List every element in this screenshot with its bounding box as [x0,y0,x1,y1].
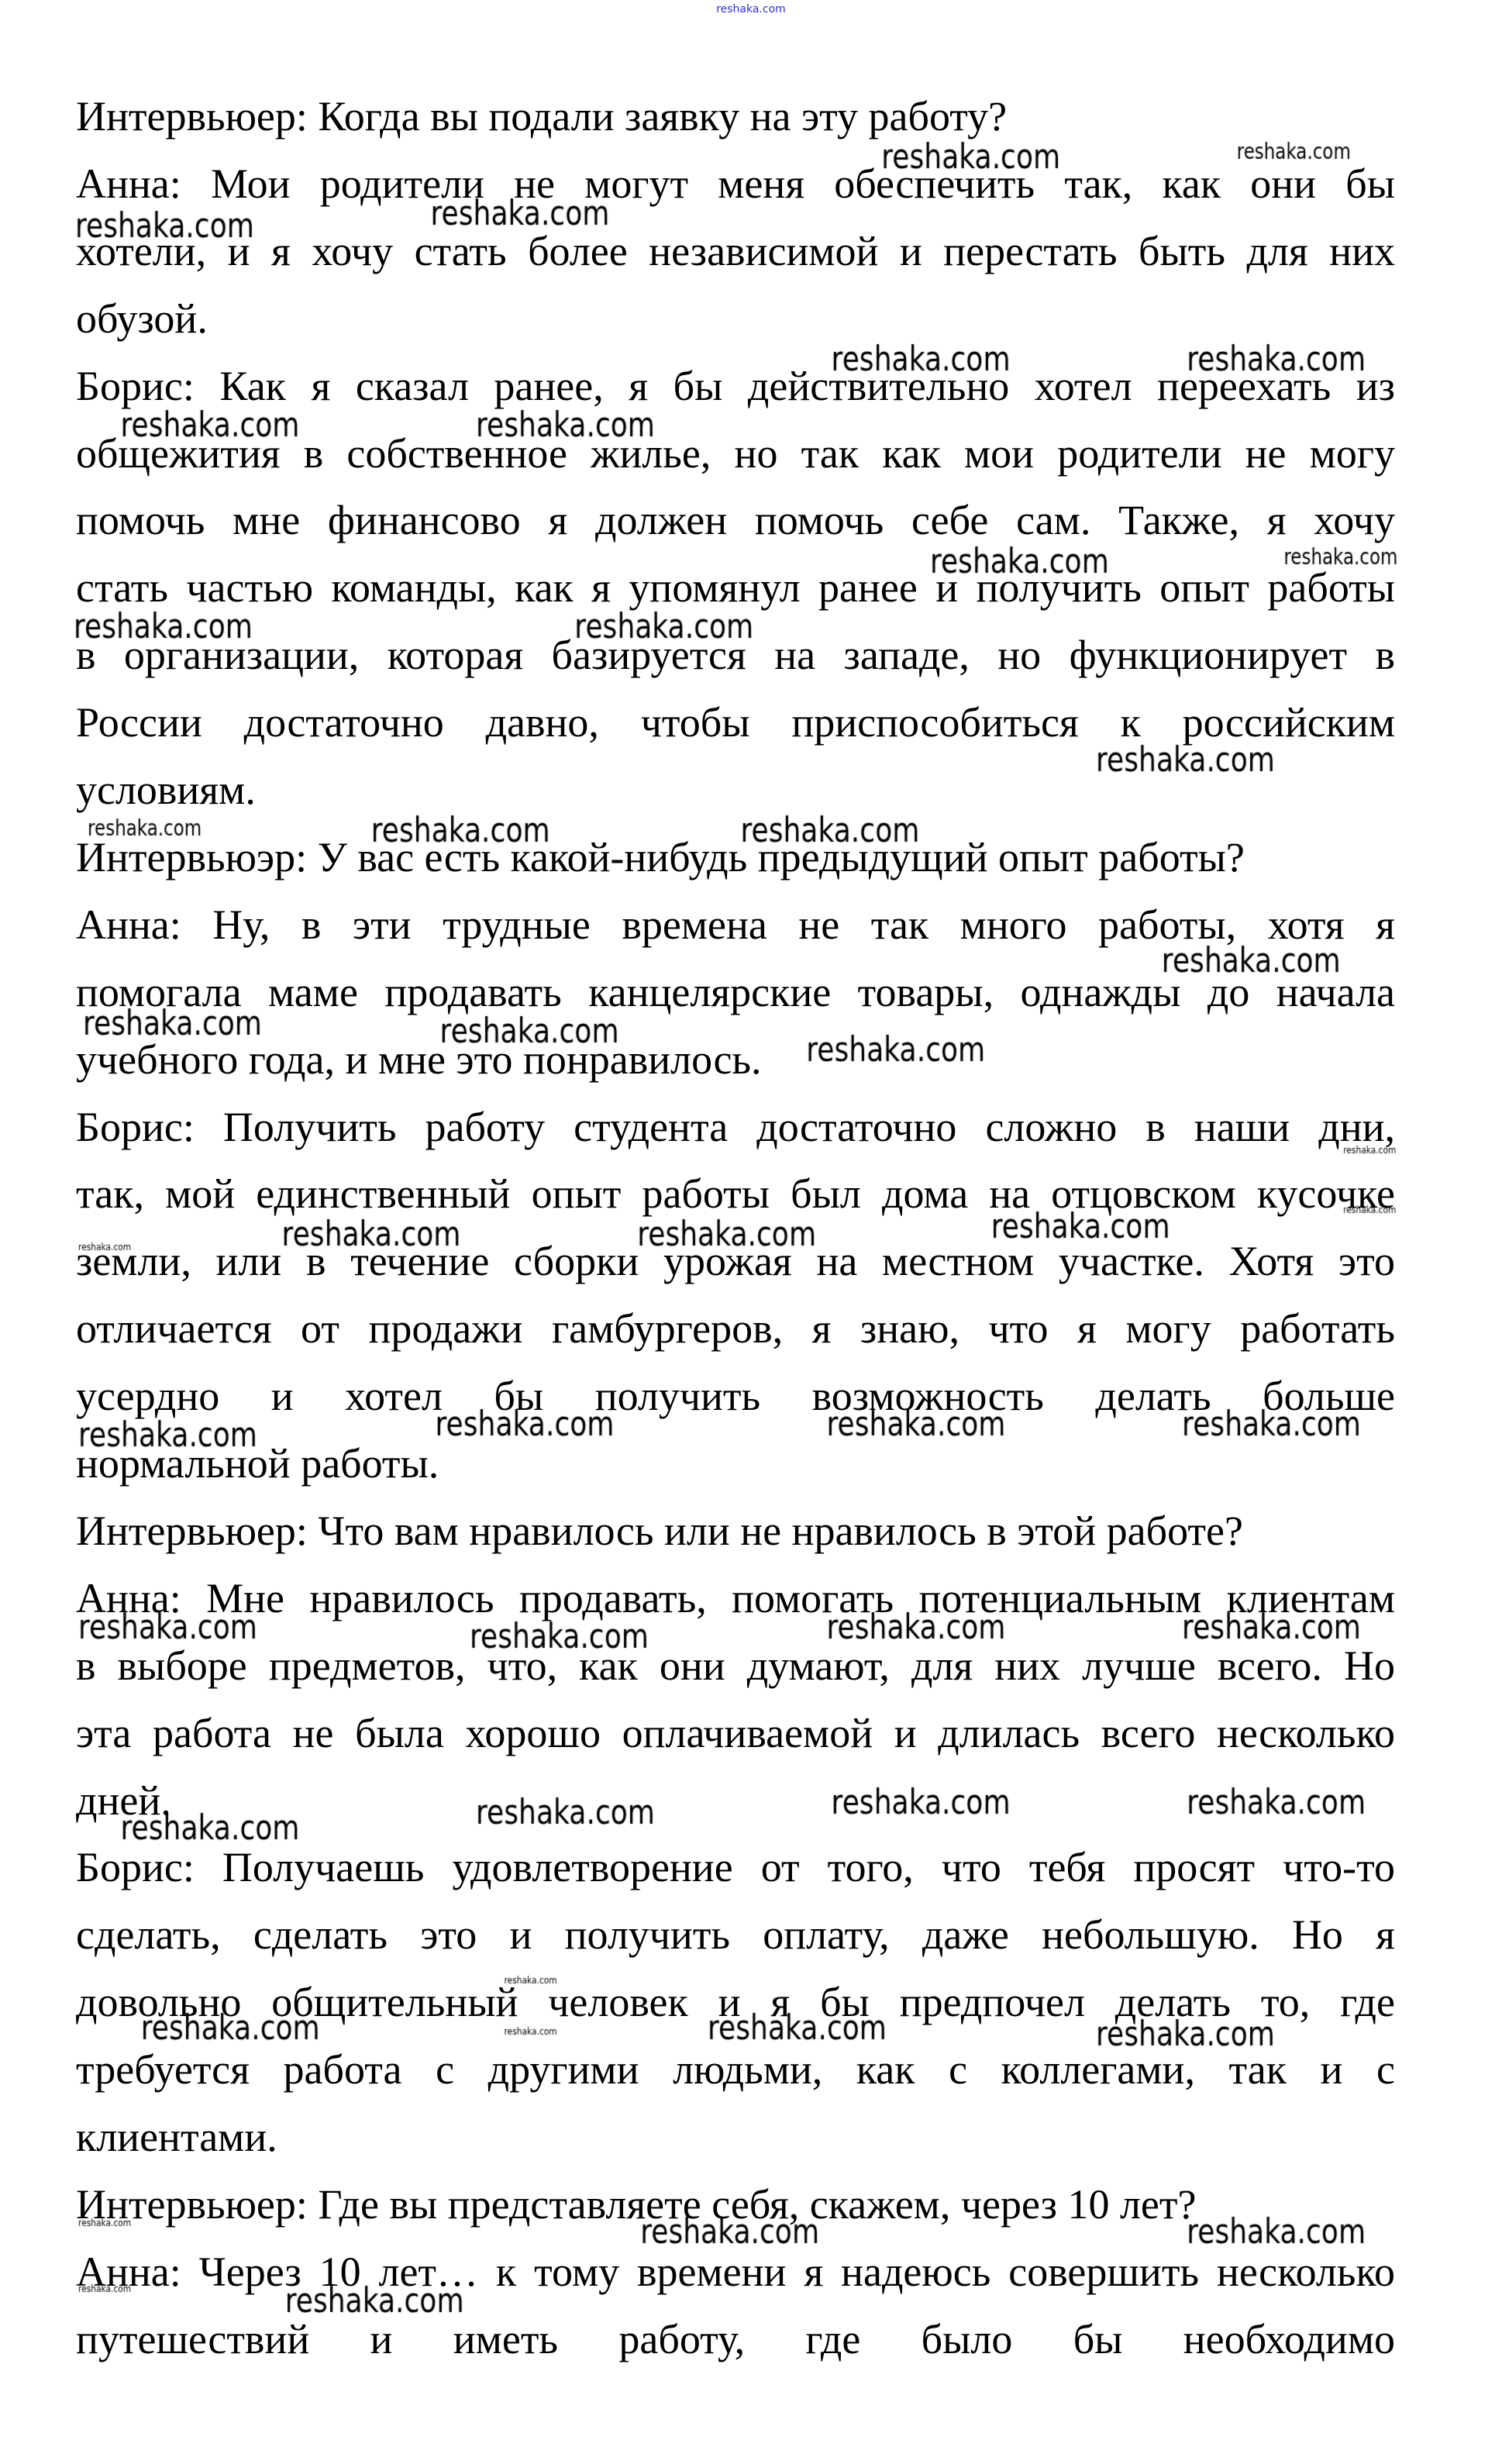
text-line: эта работа не была хорошо оплачиваемой и длилась всего несколько [76,1709,1395,1756]
text-line: помочь мне финансово я должен помочь себе сам. Также, я хочу [76,497,1395,544]
text-line: требуется работа с другими людьми, как с коллегами, так и с [76,2046,1395,2094]
text-line: помогала маме продавать канцелярские товары, однажды до начала [76,968,1395,1015]
text-line: усердно и хотел бы получить возможность делать больше [76,1373,1395,1420]
text-line: клиентами. [76,2114,277,2160]
text-line: учебного года, и мне это понравилось. [76,1036,762,1083]
text-line: сделать, сделать это и получить оплату, даже небольшую. Но я [76,1911,1395,1959]
header-watermark: reshaka.com [716,3,786,16]
text-line: общежития в собственное жилье, но так как мои родители не могу [76,429,1395,477]
text-line: России достаточно давно, чтобы приспособиться к российским [76,699,1395,746]
text-line: земли, или в течение сборки урожая на местном участке. Хотя это [76,1238,1395,1285]
text-line: так, мой единственный опыт работы был дома на отцовском кусочке [76,1170,1395,1218]
text-line: нормальной работы. [76,1440,439,1487]
text-line: довольно общительный человек и я бы предпочел делать то, где [76,1979,1395,2026]
text-line: Интервьюер: Когда вы подали заявку на эту работу? [76,93,1008,140]
text-line: Анна: Мои родители не могут меня обеспечить так, как они бы [76,160,1395,207]
text-line: дней. [76,1776,171,1824]
text-line: Интервьюер: Что вам нравилось или не нравилось в этой работе? [76,1507,1243,1554]
text-line: Борис: Как я сказал ранее, я бы действительно хотел переехать из [76,362,1395,409]
text-line: Анна: Через 10 лет… к тому времени я надеюсь совершить несколько [76,2248,1395,2295]
text-line: условиям. [76,767,256,813]
text-line: Анна: Мне нравилось продавать, помогать потенциальным клиентам [76,1574,1395,1621]
text-line: Анна: Ну, в эти трудные времена не так много работы, хотя я [76,901,1395,948]
text-line: в выборе предметов, что, как они думают, для них лучше всего. Но [76,1642,1395,1689]
text-line: обузой. [76,295,208,342]
text-line: путешествий и иметь работу, где было бы необходимо [76,2315,1395,2362]
text-line: в организации, которая базируется на западе, но функционирует в [76,632,1395,679]
text-line: стать частью команды, как я упомянул ранее и получить опыт работы [76,564,1395,612]
text-line: Интервьюэр: У вас есть какой-нибудь предыдущий опыт работы? [76,833,1245,880]
text-line: Интервьюер: Где вы представляете себя, скажем, через 10 лет? [76,2180,1197,2228]
text-line: Борис: Получить работу студента достаточно сложно в наши дни, [76,1103,1395,1150]
text-line: Борис: Получаешь удовлетворение от того, что тебя просят что-то [76,1844,1395,1891]
text-line: отличается от продажи гамбургеров, я знаю, что я могу работать [76,1305,1395,1353]
text-line: хотели, и я хочу стать более независимой и перестать быть для них [76,227,1395,274]
